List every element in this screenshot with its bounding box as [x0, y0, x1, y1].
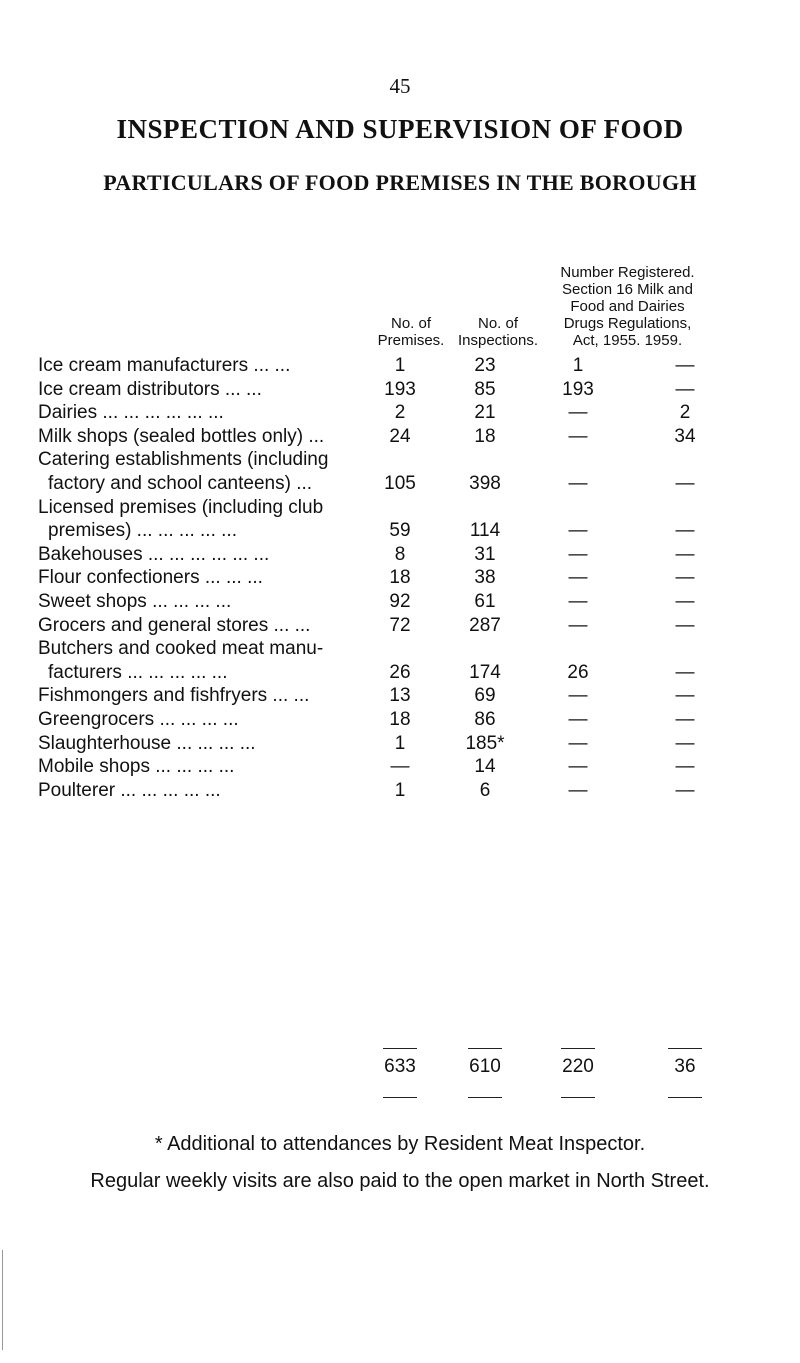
rule	[383, 1048, 417, 1049]
total-inspections: 610	[469, 1056, 501, 1077]
cell-inspections: 287	[469, 614, 501, 636]
header-registered-line: Act, 1955. 1959.	[572, 332, 683, 349]
cell-inspections: 23	[474, 355, 496, 376]
row-label: Flour confectioners ... ... ...	[38, 567, 263, 589]
header-premises-line: No. of	[390, 315, 432, 332]
header-premises	[368, 315, 454, 349]
page-subtitle: PARTICULARS OF FOOD PREMISES IN THE BOROUGH	[103, 170, 697, 195]
cell-regs: —	[675, 520, 695, 542]
cell-act: —	[568, 709, 588, 730]
cell-act: —	[568, 614, 588, 636]
rule	[668, 1048, 702, 1049]
cell-inspections: 85	[474, 378, 496, 400]
cell-act: —	[568, 756, 588, 778]
rule	[668, 1097, 702, 1098]
cell-inspections: 18	[474, 425, 496, 447]
cell-regs: —	[675, 355, 695, 376]
cell-act: —	[568, 685, 588, 707]
row-label: premises) ... ... ... ... ...	[48, 520, 237, 542]
cell-inspections: 114	[469, 520, 501, 542]
row-label: Mobile shops ... ... ... ...	[38, 756, 235, 778]
page-number: 45	[389, 74, 411, 98]
total-premises: 633	[384, 1056, 416, 1077]
cell-premises: 18	[389, 567, 411, 589]
cell-premises: —	[390, 756, 410, 778]
row-label: facturers ... ... ... ... ...	[48, 661, 228, 683]
row-label: Bakehouses ... ... ... ... ... ...	[38, 543, 270, 565]
scan-edge	[2, 1250, 3, 1350]
row-label: Ice cream distributors ... ...	[38, 378, 262, 400]
cell-premises: 193	[384, 378, 416, 400]
row-label: factory and school canteens) ...	[48, 473, 313, 494]
cell-premises: 92	[389, 591, 411, 612]
row-label: Licensed premises (including club	[38, 496, 324, 518]
cell-act: —	[568, 567, 588, 589]
rule	[468, 1048, 502, 1049]
cell-regs: —	[675, 661, 695, 683]
total-regs: 36	[674, 1056, 696, 1077]
cell-premises: 105	[384, 473, 416, 494]
row-label: Fishmongers and fishfryers ... ...	[38, 685, 310, 707]
rule	[561, 1097, 595, 1098]
cell-inspections: 185*	[465, 732, 505, 754]
row-label: Milk shops (sealed bottles only) ...	[38, 425, 325, 447]
cell-inspections: 38	[474, 567, 496, 589]
cell-act: 26	[567, 661, 589, 683]
cell-premises: 18	[389, 709, 411, 730]
cell-act: —	[568, 520, 588, 542]
cell-regs: 2	[679, 402, 691, 424]
header-registered-line: Number Registered.	[560, 264, 695, 281]
row-label: Dairies ... ... ... ... ... ...	[38, 402, 224, 424]
cell-act: —	[568, 402, 588, 424]
cell-act: —	[568, 779, 588, 801]
row-label: Grocers and general stores ... ...	[38, 614, 311, 636]
cell-act: 1	[572, 355, 584, 376]
cell-inspections: 398	[469, 473, 501, 494]
cell-inspections: 86	[474, 709, 496, 730]
page-title: INSPECTION AND SUPERVISION OF FOOD	[116, 114, 684, 144]
cell-inspections: 21	[474, 402, 496, 424]
rule	[383, 1097, 417, 1098]
cell-premises: 2	[394, 402, 406, 424]
cell-premises: 59	[389, 520, 411, 542]
row-label: Poulterer ... ... ... ... ...	[38, 779, 221, 801]
cell-inspections: 14	[474, 756, 496, 778]
cell-regs: —	[675, 614, 695, 636]
header-registered	[540, 264, 715, 349]
cell-premises: 13	[389, 685, 411, 707]
cell-act: —	[568, 425, 588, 447]
row-label: Slaughterhouse ... ... ... ...	[38, 732, 256, 754]
cell-act: —	[568, 473, 588, 494]
cell-inspections: 61	[474, 591, 496, 612]
footnote: Regular weekly visits are also paid to the open market in North Street.	[90, 1170, 710, 1192]
cell-regs: —	[675, 685, 695, 707]
header-registered-line: Section 16 Milk and	[562, 281, 693, 298]
cell-premises: 8	[394, 543, 406, 565]
cell-act: —	[568, 732, 588, 754]
header-registered-line: Drugs Regulations,	[563, 315, 692, 332]
cell-regs: —	[675, 473, 695, 494]
row-label: Catering establishments (including	[38, 449, 329, 471]
cell-inspections: 174	[469, 661, 501, 683]
cell-premises: 72	[389, 614, 411, 636]
cell-inspections: 69	[474, 685, 496, 707]
cell-regs: —	[675, 709, 695, 730]
header-inspections-line: No. of	[477, 315, 519, 332]
cell-regs: —	[675, 567, 695, 589]
cell-regs: 34	[674, 425, 696, 447]
cell-premises: 24	[389, 425, 411, 447]
cell-regs: —	[675, 779, 695, 801]
cell-regs: —	[675, 378, 695, 400]
row-label: Sweet shops ... ... ... ...	[38, 591, 232, 612]
header-inspections-line: Inspections.	[457, 332, 539, 349]
rule	[561, 1048, 595, 1049]
cell-premises: 26	[389, 661, 411, 683]
cell-regs: —	[675, 732, 695, 754]
header-premises-line: Premises.	[377, 332, 445, 349]
row-label: Greengrocers ... ... ... ...	[38, 709, 239, 730]
total-act: 220	[562, 1056, 594, 1077]
cell-regs: —	[675, 591, 695, 612]
rule	[468, 1097, 502, 1098]
header-inspections	[448, 315, 548, 349]
cell-act: —	[568, 591, 588, 612]
cell-regs: —	[675, 543, 695, 565]
cell-inspections: 31	[474, 543, 496, 565]
cell-regs: —	[675, 756, 695, 778]
cell-premises: 1	[394, 732, 406, 754]
cell-premises: 1	[394, 779, 406, 801]
cell-act: 193	[562, 378, 594, 400]
cell-inspections: 6	[479, 779, 491, 801]
cell-premises: 1	[394, 355, 406, 376]
header-registered-line: Food and Dairies	[570, 298, 685, 315]
row-label: Butchers and cooked meat manu-	[38, 638, 324, 660]
cell-act: —	[568, 543, 588, 565]
row-label: Ice cream manufacturers ... ...	[38, 355, 291, 376]
footnote: * Additional to attendances by Resident Meat Inspector.	[154, 1133, 646, 1155]
